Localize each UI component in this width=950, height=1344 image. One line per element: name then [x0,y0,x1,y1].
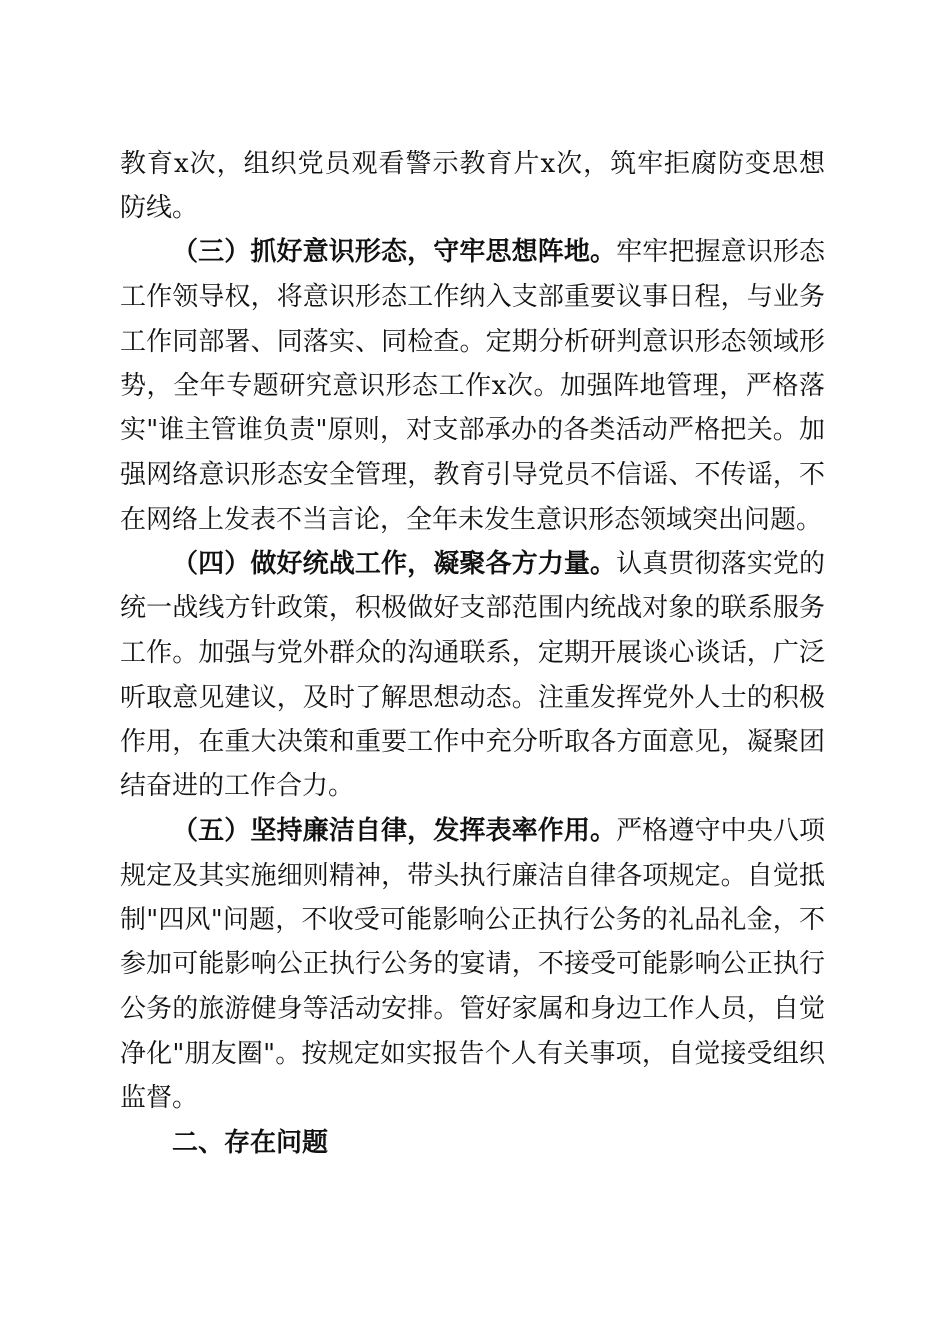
text-line: 强网络意识形态安全管理，教育引导党员不信谣、不传谣，不 [120,460,825,490]
text-line: 作用，在重大决策和重要工作中充分听取各方面意见，凝聚团 [120,727,825,757]
text-line: 教育x次，组织党员观看警示教育片x次，筑牢拒腐防变思想 [120,149,825,179]
text-line: 净化"朋友圈"。按规定如实报告个人有关事项，自觉接受组织 [120,1039,825,1069]
paragraph-first-line [172,811,825,851]
text-line: 实"谁主管谁负责"原则，对支部承办的各类活动严格把关。加 [120,415,825,445]
section-heading: 二、存在问题 [172,1128,329,1158]
text-line: 势，全年专题研究意识形态工作x次。加强阵地管理，严格落 [120,371,825,401]
paragraph-lead: （三）抓好意识形态，守牢思想阵地。 [172,237,617,267]
text-span: 认真贯彻落实党的 [616,549,825,579]
paragraph-first-line [172,232,825,272]
text-line: 监督。 [120,1083,199,1113]
text-line: 在网络上发表不当言论，全年未发生意识形态领域突出问题。 [120,505,823,535]
text-line: 听取意见建议，及时了解思想动态。注重发挥党外人士的积极 [120,683,825,713]
text-line: 工作。加强与党外群众的沟通联系，定期开展谈心谈话，广泛 [120,638,825,668]
text-span: 牢牢把握意识形态 [616,237,825,267]
text-span: 严格遵守中央八项 [616,816,825,846]
text-line: 统一战线方针政策，积极做好支部范围内统战对象的联系服务 [120,593,825,623]
paragraph-lead: （四）做好统战工作，凝聚各方力量。 [172,549,617,579]
paragraph-lead: （五）坚持廉洁自律，发挥表率作用。 [172,816,617,846]
text-line: 结奋进的工作合力。 [120,771,355,801]
text-line: 防线。 [120,193,199,223]
text-line: 规定及其实施细则精神，带头执行廉洁自律各项规定。自觉抵 [120,861,825,891]
paragraph-first-line [172,544,825,584]
text-line: 制"四风"问题，不收受可能影响公正执行公务的礼品礼金，不 [120,905,825,935]
text-line: 参加可能影响公正执行公务的宴请，不接受可能影响公正执行 [120,949,825,979]
text-line: 工作同部署、同落实、同检查。定期分析研判意识形态领域形 [120,327,825,357]
text-line: 工作领导权，将意识形态工作纳入支部重要议事日程，与业务 [120,282,825,312]
text-line: 公务的旅游健身等活动安排。管好家属和身边工作人员，自觉 [120,994,825,1024]
